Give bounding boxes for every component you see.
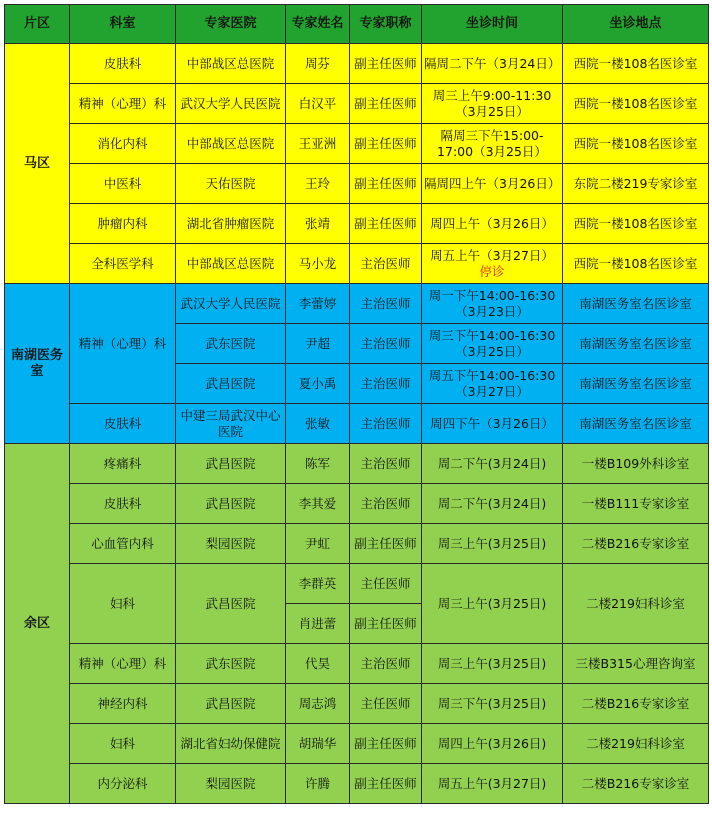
time-cell: 周四上午（3月26日） (422, 204, 563, 244)
expert-title-cell: 副主任医师 (350, 604, 422, 644)
district-cell: 马区 (5, 44, 70, 284)
header-expert-name: 专家姓名 (286, 5, 350, 44)
hospital-cell: 湖北省妇幼保健院 (176, 724, 286, 764)
location-cell: 二楼219妇科诊室 (563, 724, 709, 764)
expert-name-cell: 肖进蕾 (286, 604, 350, 644)
table-row (5, 84, 709, 124)
table-row (5, 644, 709, 684)
expert-name-cell: 周志鸿 (286, 684, 350, 724)
location-cell: 三楼B315心理咨询室 (563, 644, 709, 684)
expert-name-cell: 许腾 (286, 764, 350, 804)
department-cell: 精神（心理）科 (70, 284, 176, 404)
expert-name-cell: 尹超 (286, 324, 350, 364)
time-cell: 周二下午(3月24日) (422, 484, 563, 524)
location-cell: 西院一楼108名医诊室 (563, 204, 709, 244)
hospital-cell: 梨园医院 (176, 764, 286, 804)
hospital-cell: 武东医院 (176, 324, 286, 364)
location-cell: 南湖医务室名医诊室 (563, 404, 709, 444)
expert-name-cell: 夏小禹 (286, 364, 350, 404)
suspended-note: 停诊 (479, 263, 505, 279)
hospital-cell: 中部战区总医院 (176, 44, 286, 84)
time-cell: 周三下午14:00-16:30（3月25日） (422, 324, 563, 364)
time-cell (422, 244, 563, 284)
expert-title-cell: 副主任医师 (350, 524, 422, 564)
header-district: 片区 (5, 5, 70, 44)
expert-name-cell: 尹虹 (286, 524, 350, 564)
department-cell: 疼痛科 (70, 444, 176, 484)
time-cell: 周三上午9:00-11:30（3月25日） (422, 84, 563, 124)
expert-name-cell: 代昊 (286, 644, 350, 684)
expert-schedule-table (4, 4, 709, 804)
header-location: 坐诊地点 (563, 5, 709, 44)
time-cell: 周三上午(3月25日) (422, 524, 563, 564)
location-cell: 南湖医务室名医诊室 (563, 284, 709, 324)
header-department: 科室 (70, 5, 176, 44)
department-cell: 妇科 (70, 564, 176, 644)
location-cell: 南湖医务室名医诊室 (563, 364, 709, 404)
expert-title-cell: 主治医师 (350, 324, 422, 364)
district-cell: 余区 (5, 444, 70, 804)
expert-title-cell: 主任医师 (350, 564, 422, 604)
time-cell: 隔周四上午（3月26日） (422, 164, 563, 204)
time-cell: 周四下午（3月26日） (422, 404, 563, 444)
table-row (5, 484, 709, 524)
location-cell: 一楼B109外科诊室 (563, 444, 709, 484)
expert-title-cell: 副主任医师 (350, 44, 422, 84)
location-cell: 东院二楼219专家诊室 (563, 164, 709, 204)
time-cell: 周三上午(3月25日) (422, 644, 563, 684)
table-row (5, 124, 709, 164)
expert-name-cell: 王玲 (286, 164, 350, 204)
time-text: 周五上午（3月27日） (430, 247, 554, 263)
hospital-cell: 武汉大学人民医院 (176, 284, 286, 324)
expert-title-cell: 副主任医师 (350, 84, 422, 124)
department-cell: 全科医学科 (70, 244, 176, 284)
location-cell: 西院一楼108名医诊室 (563, 244, 709, 284)
location-cell: 西院一楼108名医诊室 (563, 84, 709, 124)
location-cell: 西院一楼108名医诊室 (563, 44, 709, 84)
expert-name-cell: 胡瑞华 (286, 724, 350, 764)
department-cell: 皮肤科 (70, 484, 176, 524)
table-row (5, 764, 709, 804)
header-time: 坐诊时间 (422, 5, 563, 44)
department-cell: 神经内科 (70, 684, 176, 724)
expert-name-cell: 周芬 (286, 44, 350, 84)
table-row (5, 524, 709, 564)
time-cell: 周四上午(3月26日) (422, 724, 563, 764)
expert-name-cell: 陈军 (286, 444, 350, 484)
table-row (5, 164, 709, 204)
table-row (5, 444, 709, 484)
header-row (5, 5, 709, 44)
department-cell: 精神（心理）科 (70, 644, 176, 684)
department-cell: 妇科 (70, 724, 176, 764)
table-row (5, 724, 709, 764)
hospital-cell: 武昌医院 (176, 484, 286, 524)
expert-title-cell: 主治医师 (350, 284, 422, 324)
table-row (5, 684, 709, 724)
hospital-cell: 武昌医院 (176, 564, 286, 644)
expert-name-cell: 白汉平 (286, 84, 350, 124)
time-cell: 周三上午(3月25日) (422, 564, 563, 644)
expert-name-cell: 张靖 (286, 204, 350, 244)
expert-title-cell: 主治医师 (350, 644, 422, 684)
hospital-cell: 中部战区总医院 (176, 244, 286, 284)
hospital-cell: 天佑医院 (176, 164, 286, 204)
expert-name-cell: 李蕾婷 (286, 284, 350, 324)
expert-title-cell: 副主任医师 (350, 204, 422, 244)
hospital-cell: 武汉大学人民医院 (176, 84, 286, 124)
location-cell: 二楼B216专家诊室 (563, 684, 709, 724)
expert-title-cell: 主治医师 (350, 484, 422, 524)
department-cell: 中医科 (70, 164, 176, 204)
hospital-cell: 中建三局武汉中心医院 (176, 404, 286, 444)
time-cell: 周五下午14:00-16:30（3月27日） (422, 364, 563, 404)
expert-name-cell: 王亚洲 (286, 124, 350, 164)
expert-title-cell: 主治医师 (350, 444, 422, 484)
location-cell: 南湖医务室名医诊室 (563, 324, 709, 364)
expert-title-cell: 副主任医师 (350, 764, 422, 804)
department-cell: 肿瘤内科 (70, 204, 176, 244)
hospital-cell: 梨园医院 (176, 524, 286, 564)
department-cell: 精神（心理）科 (70, 84, 176, 124)
department-cell: 内分泌科 (70, 764, 176, 804)
time-cell: 周三下午(3月25日) (422, 684, 563, 724)
expert-title-cell: 主任医师 (350, 684, 422, 724)
expert-name-cell: 张敏 (286, 404, 350, 444)
table-row (5, 244, 709, 284)
location-cell: 二楼B216专家诊室 (563, 764, 709, 804)
hospital-cell: 武东医院 (176, 644, 286, 684)
department-cell: 皮肤科 (70, 404, 176, 444)
department-cell: 心血管内科 (70, 524, 176, 564)
time-cell: 隔周三下午15:00-17:00（3月25日） (422, 124, 563, 164)
expert-name-cell: 李群英 (286, 564, 350, 604)
hospital-cell: 武昌医院 (176, 684, 286, 724)
table-row (5, 204, 709, 244)
location-cell: 一楼B111专家诊室 (563, 484, 709, 524)
district-cell: 南湖医务室 (5, 284, 70, 444)
header-hospital: 专家医院 (176, 5, 286, 44)
expert-title-cell: 主治医师 (350, 244, 422, 284)
table-row (5, 44, 709, 84)
location-cell: 二楼219妇科诊室 (563, 564, 709, 644)
hospital-cell: 湖北省肿瘤医院 (176, 204, 286, 244)
hospital-cell: 武昌医院 (176, 444, 286, 484)
department-cell: 皮肤科 (70, 44, 176, 84)
time-cell: 周二下午(3月24日) (422, 444, 563, 484)
expert-title-cell: 副主任医师 (350, 124, 422, 164)
expert-name-cell: 马小龙 (286, 244, 350, 284)
location-cell: 西院一楼108名医诊室 (563, 124, 709, 164)
expert-title-cell: 主治医师 (350, 404, 422, 444)
expert-title-cell: 主治医师 (350, 364, 422, 404)
time-cell: 隔周二下午（3月24日） (422, 44, 563, 84)
table-row (5, 284, 709, 324)
header-expert-title: 专家职称 (350, 5, 422, 44)
table-row (5, 564, 709, 604)
hospital-cell: 中部战区总医院 (176, 124, 286, 164)
hospital-cell: 武昌医院 (176, 364, 286, 404)
department-cell: 消化内科 (70, 124, 176, 164)
expert-name-cell: 李其爱 (286, 484, 350, 524)
table-row (5, 404, 709, 444)
expert-title-cell: 副主任医师 (350, 724, 422, 764)
expert-title-cell: 副主任医师 (350, 164, 422, 204)
time-cell: 周一下午14:00-16:30（3月23日） (422, 284, 563, 324)
location-cell: 二楼B216专家诊室 (563, 524, 709, 564)
time-cell: 周五上午(3月27日) (422, 764, 563, 804)
